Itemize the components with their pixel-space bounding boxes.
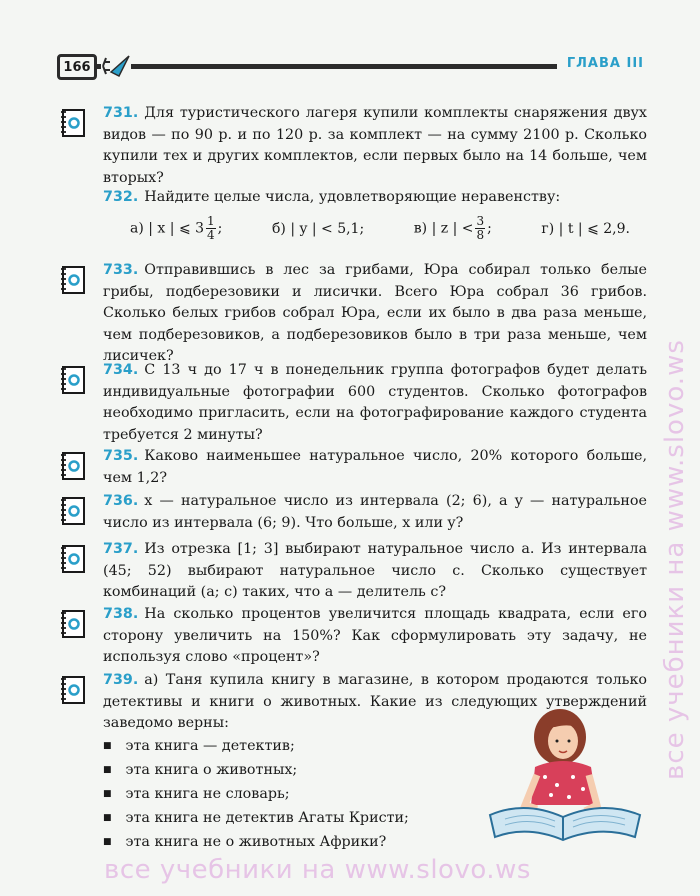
problem-732: [57, 187, 647, 209]
watermark-bottom: все учебники на www.slovo.ws: [104, 855, 531, 885]
problem-text: Отправившись в лес за грибами, Юра собирал только белые грибы, подберезовики и лисички. Всего Юра собрал 36 грибов. Сколько белых грибов собрал Юра, если их было в два раза меньше, чем подберезовиков, а подберезовиков было в три раза меньше, чем лисичек?: [103, 262, 647, 364]
problem-text: а) Таня купила книгу в магазине, в котором продаются только детективы и книги о животных. Какие из следующих утверждений заведомо верны:: [103, 672, 647, 731]
notebook-icon: [60, 263, 86, 295]
problem-text: С 13 ч до 17 ч в понедельник группа фотографов будет делать индивидуальные фотографии 600 студентов. Сколько фотографов необходимо пригласить, если на фотографирование каждого студента требуется 2 минуты?: [103, 362, 647, 443]
list-item: ■ эта книга — детектив;: [103, 735, 409, 759]
problem-738: [57, 604, 647, 669]
problem-731: [57, 103, 647, 189]
notebook-icon: [60, 106, 86, 138]
problem-text: Каково наименьшее натуральное число, 20% которого больше, чем 1,2?: [103, 448, 647, 486]
girl-reading-illustration: [485, 705, 645, 845]
list-item: ■ эта книга не детектив Агаты Кристи;: [103, 807, 409, 831]
chapter-title: ГЛАВА III: [557, 56, 644, 71]
list-item: ■ эта книга не о животных Африки?: [103, 831, 409, 855]
problem-733: [57, 260, 647, 368]
problem-number: 731.: [103, 105, 139, 121]
problem-text: Из отрезка [1; 3] выбирают натуральное число a. Из интервала (45; 52) выбирают натуральное число c. Сколько существует комбинаций (a; c) таких, что a — делитель c?: [103, 541, 647, 600]
inequality-d: г) | t | ⩽ 2,9.: [541, 220, 630, 237]
notebook-icon: [60, 494, 86, 526]
problem-number: 736.: [103, 493, 139, 509]
problem-735: [57, 446, 647, 489]
inequality-list: [130, 215, 630, 242]
list-item: ■ эта книга о животных;: [103, 759, 409, 783]
list-item: ■ эта книга не словарь;: [103, 783, 409, 807]
notebook-icon: [60, 363, 86, 395]
problem-736: [57, 491, 647, 534]
problem-text: x — натуральное число из интервала (2; 6), а y — натуральное число из интервала (6; 9). Что больше, x или y?: [103, 493, 647, 531]
inequality-a: а) | x | ⩽ 3 $\frac{1}{4}$ ;: [130, 214, 223, 242]
problem-number: 733.: [103, 262, 139, 278]
notebook-icon: [60, 542, 86, 574]
problem-text: Для туристического лагеря купили комплекты снаряжения двух видов — по 90 р. и по 120 р. за комплект — на сумму 2100 р. Сколько купили тех и других комплектов, если первых было на 14 больше, чем вторых?: [103, 105, 647, 186]
problem-number: 737.: [103, 541, 139, 557]
problem-734: [57, 360, 647, 446]
problem-text: На сколько процентов увеличится площадь квадрата, если его сторону увеличить на 150%? Как сформулировать эту задачу, не используя слово «процент»?: [103, 606, 647, 665]
problem-text: Найдите целые числа, удовлетворяющие неравенству:: [144, 189, 561, 205]
notebook-icon: [60, 607, 86, 639]
problem-737: [57, 539, 647, 604]
problem-number: 732.: [103, 189, 139, 205]
paper-plane-icon: [101, 52, 131, 82]
problem-number: 738.: [103, 606, 139, 622]
inequality-c: в) | z | < $\frac{3}{8}$ ;: [413, 214, 492, 242]
fraction: $\frac{1}{4}$: [207, 214, 215, 242]
page-number: 166: [57, 54, 97, 80]
notebook-icon: [60, 449, 86, 481]
page-header: [57, 54, 644, 84]
fraction: $\frac{3}{8}$: [476, 214, 485, 242]
statement-list: [103, 735, 409, 855]
notebook-icon: [60, 673, 86, 705]
problem-number: 735.: [103, 448, 139, 464]
problem-number: 734.: [103, 362, 139, 378]
inequality-b: б) | y | < 5,1;: [271, 220, 365, 237]
problem-number: 739.: [103, 672, 139, 688]
watermark-vertical: все учебники на www.slovo.ws: [660, 339, 690, 780]
